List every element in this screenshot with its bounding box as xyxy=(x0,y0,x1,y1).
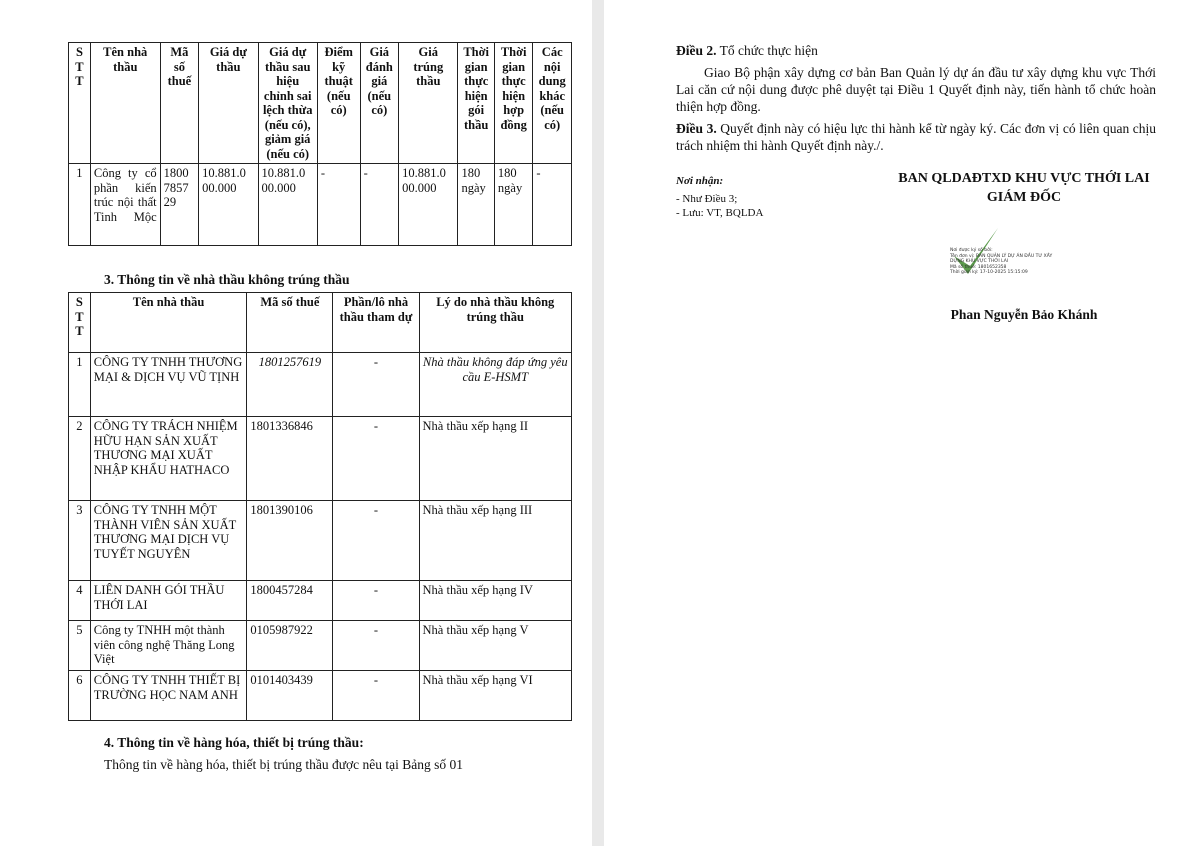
lot-cell: - xyxy=(333,671,419,721)
contract-time-cell: 180 ngày xyxy=(494,164,533,246)
lot-cell: - xyxy=(333,621,419,671)
section-4-text: Thông tin về hàng hóa, thiết bị trúng thầu được nêu tại Bảng số 01 xyxy=(104,757,464,772)
table-header-cell: Mã số thuế xyxy=(247,293,333,353)
table-header-cell: Mã số thuế xyxy=(160,43,199,164)
adjusted-price-cell: 10.881.0 00.000 xyxy=(258,164,317,246)
stt-cell: 4 xyxy=(69,581,91,621)
bidder-name-cell: Công ty cổ phần kiến trúc nội thất Tinh Mộc xyxy=(90,164,160,246)
document-page-left xyxy=(0,0,592,846)
table-header-cell: Thời gian thực hiện gói thầu xyxy=(458,43,494,164)
table-header-cell: Giá dự thầu sau hiệu chỉnh sai lệch thừa (nếu có), giảm giá (nếu có) xyxy=(258,43,317,164)
tax-code-cell: 1801390106 xyxy=(247,501,333,581)
stt-cell: 6 xyxy=(69,671,91,721)
signature-line: Tên đơn vị: BAN QUẢN LÝ DỰ ÁN ĐẦU TƯ XÂY xyxy=(950,253,1053,259)
package-time-cell: 180 ngày xyxy=(458,164,494,246)
stt-cell: 1 xyxy=(69,164,91,246)
table-header-cell: Các nội dung khác (nếu có) xyxy=(533,43,572,164)
digital-signature-stamp xyxy=(946,226,1066,286)
reason-cell: Nhà thầu xếp hạng V xyxy=(419,621,571,671)
lot-cell: - xyxy=(333,353,419,417)
table-row xyxy=(69,671,572,721)
recipient-item: - Lưu: VT, BQLDA xyxy=(676,207,764,219)
lot-cell: - xyxy=(333,581,419,621)
tax-code-cell: 1800 7857 29 xyxy=(160,164,199,246)
table-header-cell: Giá dự thầu xyxy=(199,43,258,164)
section-3-heading: 3. Thông tin về nhà thầu không trúng thầu xyxy=(104,272,350,287)
table-header-cell: Tên nhà thầu xyxy=(90,293,247,353)
signature-line: Mã số thuế: 1801652358 xyxy=(950,264,1007,270)
reason-cell: Nhà thầu xếp hạng II xyxy=(419,417,571,501)
table-row xyxy=(69,581,572,621)
winning-bidder-table xyxy=(68,42,572,246)
stt-cell: 5 xyxy=(69,621,91,671)
tech-score-cell: - xyxy=(317,164,360,246)
signature-line: Nơi được ký số bởi: xyxy=(950,248,993,253)
reason-cell: Nhà thầu không đáp ứng yêu cầu E-HSMT xyxy=(419,353,571,417)
table-header-cell: Giá đánh giá (nếu có) xyxy=(360,43,399,164)
table-header-cell: Lý do nhà thầu không trúng thầu xyxy=(419,293,571,353)
bidder-name-cell: CÔNG TY TRÁCH NHIỆM HỮU HẠN SẢN XUẤT THƯƠNG MẠI XUẤT NHẬP KHẨU HATHACO xyxy=(90,417,247,501)
table-header-row xyxy=(69,293,572,353)
lot-cell: - xyxy=(333,501,419,581)
table-row xyxy=(69,621,572,671)
bidder-name-cell: Công ty TNHH một thành viên công nghệ Thăng Long Việt xyxy=(90,621,247,671)
bidder-name-cell: CÔNG TY TNHH THIẾT BỊ TRƯỜNG HỌC NAM ANH xyxy=(90,671,247,721)
reason-cell: Nhà thầu xếp hạng VI xyxy=(419,671,571,721)
table-row xyxy=(69,164,572,246)
tax-code-cell: 0101403439 xyxy=(247,671,333,721)
winning-price-cell: 10.881.0 00.000 xyxy=(399,164,458,246)
article-3-label: Điều 3. xyxy=(676,121,717,136)
bidder-name-cell: CÔNG TY TNHH MỘT THÀNH VIÊN SẢN XUẤT THƯƠNG MẠI DỊCH VỤ TUYẾT NGUYÊN xyxy=(90,501,247,581)
other-cell: - xyxy=(533,164,572,246)
table-row xyxy=(69,501,572,581)
table-header-cell: Tên nhà thầu xyxy=(90,43,160,164)
losing-bidders-table xyxy=(68,292,572,721)
table-row xyxy=(69,353,572,417)
reason-cell: Nhà thầu xếp hạng IV xyxy=(419,581,571,621)
signer-name: Phan Nguyễn Bảo Khánh xyxy=(950,307,1098,322)
stt-cell: 3 xyxy=(69,501,91,581)
signature-line: DỰNG KHU VỰC THỚI LAI xyxy=(950,259,1009,264)
stt-cell: 1 xyxy=(69,353,91,417)
org-title: BAN QLDAĐTXD KHU VỰC THỚI LAI xyxy=(898,171,1150,186)
position-title: GIÁM ĐỐC xyxy=(986,190,1062,205)
tax-code-cell: 1801336846 xyxy=(247,417,333,501)
tax-code-cell: 1800457284 xyxy=(247,581,333,621)
article-2-title xyxy=(676,42,1156,59)
article-2-label: Điều 2. xyxy=(676,43,717,58)
table-header-cell: S T T xyxy=(69,293,91,353)
signature-line: Thời gian ký: 17-10-2025 15:15:09 xyxy=(950,270,1028,275)
document-page-right xyxy=(604,0,1200,846)
eval-price-cell: - xyxy=(360,164,399,246)
tax-code-cell: 1801257619 xyxy=(247,353,333,417)
bidder-name-cell: CÔNG TY TNHH THƯƠNG MẠI & DỊCH VỤ VŨ TỊNH xyxy=(90,353,247,417)
reason-cell: Nhà thầu xếp hạng III xyxy=(419,501,571,581)
recipient-item: - Như Điều 3; xyxy=(676,193,738,205)
table-header-cell: Giá trúng thầu xyxy=(399,43,458,164)
article-2-body: Giao Bộ phận xây dựng cơ bản Ban Quản lý dự án đầu tư xây dựng khu vực Thới Lai căn cứ nội dung được phê duyệt tại Điều 1 Quyết định này, tiến hành tổ chức hoàn thiện hợp đồng. xyxy=(676,65,1156,114)
bid-price-cell: 10.881.0 00.000 xyxy=(199,164,258,246)
table-header-cell: Điểm kỹ thuật (nếu có) xyxy=(317,43,360,164)
lot-cell: - xyxy=(333,417,419,501)
signature-details xyxy=(950,248,1052,276)
table-header-cell: Phần/lô nhà thầu tham dự xyxy=(333,293,419,353)
article-3-paragraph xyxy=(676,120,1156,154)
recipients-label: Nơi nhận: xyxy=(676,175,724,187)
article-2-title-text: Tổ chức thực hiện xyxy=(716,43,818,58)
table-header-row xyxy=(69,43,572,164)
section-4-heading: 4. Thông tin về hàng hóa, thiết bị trúng thầu: xyxy=(104,735,364,750)
stt-cell: 2 xyxy=(69,417,91,501)
table-row xyxy=(69,417,572,501)
table-header-cell: Thời gian thực hiện hợp đồng xyxy=(494,43,533,164)
table-header-cell: S T T xyxy=(69,43,91,164)
tax-code-cell: 0105987922 xyxy=(247,621,333,671)
article-3-body: Quyết định này có hiệu lực thi hành kể từ ngày ký. Các đơn vị có liên quan chịu trách nhiệm thi hành Quyết định này./. xyxy=(676,121,1157,153)
bidder-name-cell: LIÊN DANH GÓI THẦU THỚI LAI xyxy=(90,581,247,621)
